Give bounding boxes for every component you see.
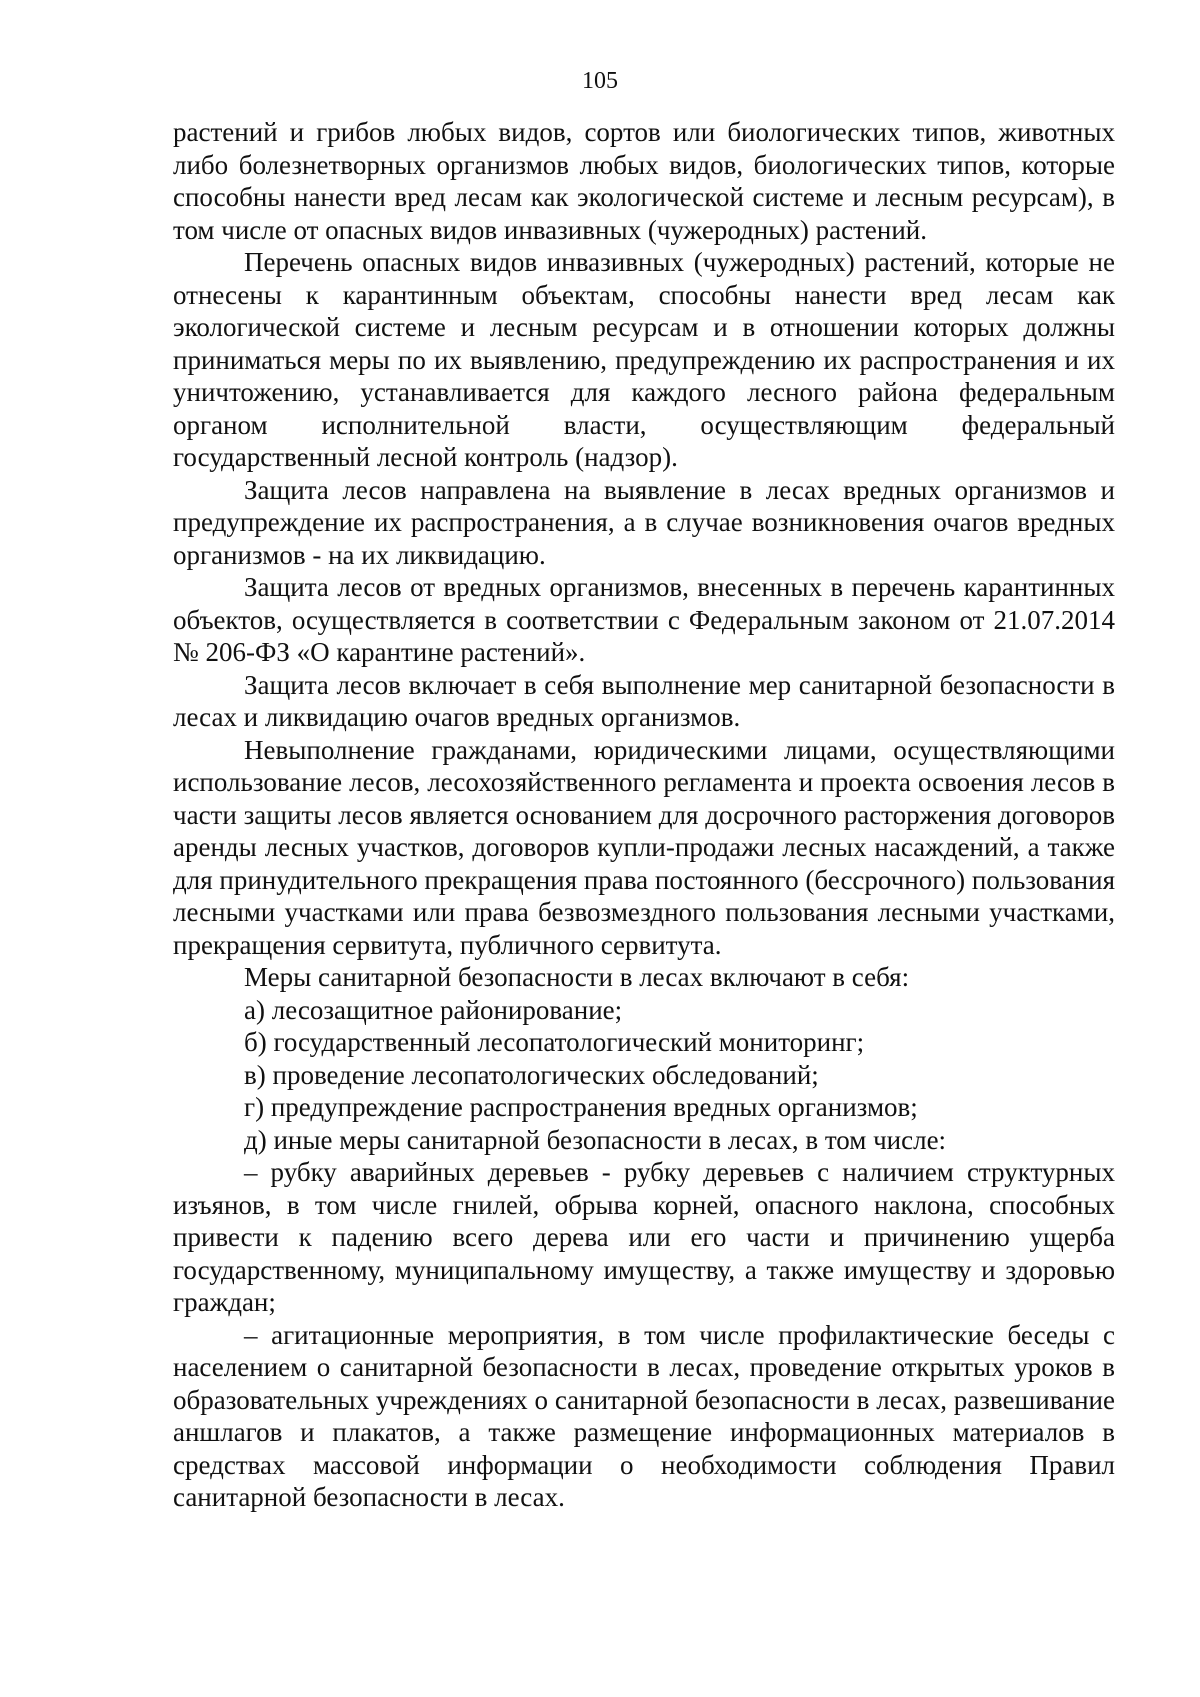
dash-item-emergency-felling: – рубку аварийных деревьев - рубку деревьев с наличием структурных изъянов, в том числе гнилей, обрыва корней, опасного наклона, способных привести к падению всего дерева или его части и причинению ущерба государственному, муниципальному имуществу, а также имуществу и здоровью граждан; bbox=[173, 1157, 1115, 1317]
dash-item-campaign-events: – агитационные мероприятия, в том числе профилактические беседы с населением о санитарной безопасности в лесах, проведение открытых уроков в образовательных учреждениях о санитарной безопасности в лесах, развешивание аншлагов и плакатов, а также размещение информационных материалов в средствах массовой информации о необходимости соблюдения Правил санитарной безопасности в лесах. bbox=[173, 1319, 1115, 1512]
page-number: 105 bbox=[582, 68, 618, 94]
paragraph-forest-protection-aim: Защита лесов направлена на выявление в лесах вредных организмов и предупреждение их распространения, а в случае возникновения очагов вредных организмов - на их ликвидацию. bbox=[173, 474, 1115, 570]
document-body bbox=[173, 116, 1115, 1514]
list-item-d: д) иные меры санитарной безопасности в лесах, в том числе: bbox=[244, 1124, 947, 1155]
list-item-v: в) проведение лесопатологических обследований; bbox=[244, 1059, 819, 1090]
list-item-b: б) государственный лесопатологический мониторинг; bbox=[244, 1027, 865, 1057]
paragraph-measures-intro: Меры санитарной безопасности в лесах включают в себя: bbox=[244, 962, 910, 992]
paragraph-continuation: растений и грибов любых видов, сортов или биологических типов, животных либо болезнетворных организмов любых видов, биологических типов, которые способны нанести вред лесам как экологической системе и лесным ресурсам), в том числе от опасных видов инвазивных (чужеродных) растений. bbox=[173, 117, 1115, 245]
list-item-g: г) предупреждение распространения вредных организмов; bbox=[244, 1092, 918, 1122]
paragraph-non-compliance: Невыполнение гражданами, юридическими лицами, осуществляющими использование лесов, лесохозяйственного регламента и проекта освоения лесов в части защиты лесов является основанием для досрочного расторжения договоров аренды лесных участков, договоров купли-продажи лесных насаждений, а также для принудительного прекращения права постоянного (бессрочного) пользования лесными участками или права безвозмездного пользования лесными участками, прекращения сервитута, публичного сервитута. bbox=[173, 734, 1115, 960]
list-item-a: а) лесозащитное районирование; bbox=[244, 994, 623, 1025]
paragraph-quarantine-law: Защита лесов от вредных организмов, внесенных в перечень карантинных объектов, осуществляется в соответствии с Федеральным законом от 21.07.2014 № 206-ФЗ «О карантине растений». bbox=[173, 572, 1115, 667]
paragraph-invasive-plants-list: Перечень опасных видов инвазивных (чужеродных) растений, которые не отнесены к карантинным объектам, способны нанести вред лесам как экологической системе и лесным ресурсам и в отношении которых должны приниматься меры по их выявлению, предупреждению их распространения и их уничтожению, устанавливается для каждого лесного района федеральным органом исполнительной власти, осуществляющим федеральный государственный лесной контроль (надзор). bbox=[173, 247, 1115, 472]
paragraph-protection-includes: Защита лесов включает в себя выполнение мер санитарной безопасности в лесах и ликвидацию очагов вредных организмов. bbox=[173, 669, 1115, 732]
